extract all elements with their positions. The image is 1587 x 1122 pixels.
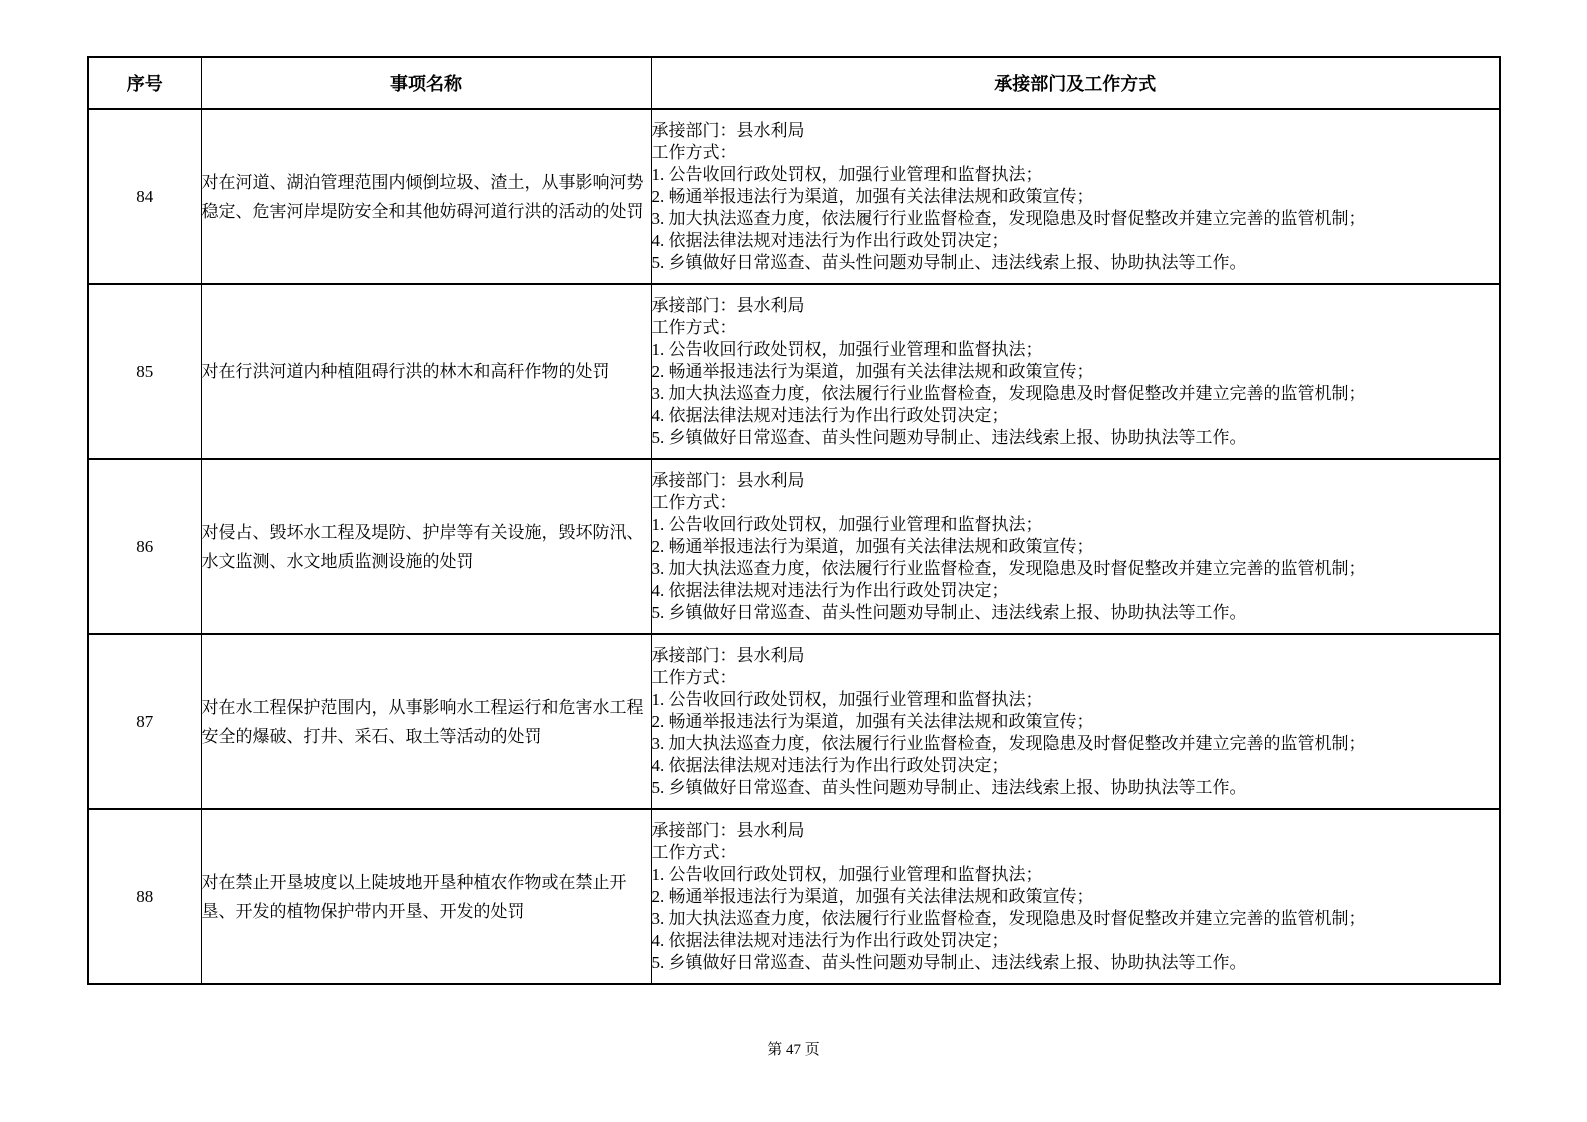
work-method-line: 1. 公告收回行政处罚权，加强行业管理和监督执法；: [651, 514, 1043, 534]
department-line: [652, 295, 1500, 317]
row-seq-number: 87: [88, 634, 201, 809]
row-seq-number: 85: [88, 284, 201, 459]
row-department-method: [651, 284, 1500, 459]
department-label: 承接部门：: [651, 120, 737, 140]
table-row: [88, 109, 1500, 284]
row-department-method: [651, 809, 1500, 984]
department-value: 县水利局: [736, 120, 805, 140]
department-line: [652, 820, 1500, 842]
row-department-method: [651, 459, 1500, 634]
row-item-name: 对在行洪河道内种植阻碍行洪的林木和高秆作物的处罚: [201, 284, 651, 459]
row-item-name: 对侵占、毁坏水工程及堤防、护岸等有关设施，毁坏防汛、水文监测、水文地质监测设施的处罚: [201, 459, 651, 634]
work-method-line: 2. 畅通举报违法行为渠道，加强有关法律法规和政策宣传；: [651, 186, 1094, 206]
work-method-line: 3. 加大执法巡查力度，依法履行行业监督检查，发现隐患及时督促整改并建立完善的监管机制；: [651, 383, 1366, 403]
work-method-line: 5. 乡镇做好日常巡查、苗头性问题劝导制止、违法线索上报、协助执法等工作。: [651, 952, 1247, 972]
work-method-line: 3. 加大执法巡查力度，依法履行行业监督检查，发现隐患及时督促整改并建立完善的监管机制；: [651, 558, 1366, 578]
row-item-name: 对在禁止开垦坡度以上陡坡地开垦种植农作物或在禁止开垦、开发的植物保护带内开垦、开发的处罚: [201, 809, 651, 984]
header-department-method: 承接部门及工作方式: [651, 57, 1500, 109]
work-method-list: [652, 689, 1500, 799]
department-line: [652, 470, 1500, 492]
work-method-line: 1. 公告收回行政处罚权，加强行业管理和监督执法；: [651, 339, 1043, 359]
work-method-line: 2. 畅通举报违法行为渠道，加强有关法律法规和政策宣传；: [651, 361, 1094, 381]
header-seq: 序号: [88, 57, 201, 109]
work-method-line: 4. 依据法律法规对违法行为作出行政处罚决定；: [651, 930, 1009, 950]
department-value: 县水利局: [736, 470, 805, 490]
work-method-label: 工作方式：: [651, 842, 737, 862]
page-number: 第 47 页: [767, 1042, 820, 1058]
work-method-list: [652, 339, 1500, 449]
work-method-line: 2. 畅通举报违法行为渠道，加强有关法律法规和政策宣传；: [651, 536, 1094, 556]
table-row: [88, 809, 1500, 984]
table-row: [88, 459, 1500, 634]
work-method-line: 2. 畅通举报违法行为渠道，加强有关法律法规和政策宣传；: [651, 711, 1094, 731]
work-method-label: 工作方式：: [651, 317, 737, 337]
table-row: [88, 284, 1500, 459]
row-seq-number: 84: [88, 109, 201, 284]
work-method-label: 工作方式：: [651, 142, 737, 162]
work-method-line: 3. 加大执法巡查力度，依法履行行业监督检查，发现隐患及时督促整改并建立完善的监管机制；: [651, 908, 1366, 928]
department-value: 县水利局: [736, 645, 805, 665]
work-method-line: 5. 乡镇做好日常巡查、苗头性问题劝导制止、违法线索上报、协助执法等工作。: [651, 252, 1247, 272]
work-method-label: 工作方式：: [651, 492, 737, 512]
department-line: [652, 645, 1500, 667]
department-value: 县水利局: [736, 295, 805, 315]
table-row: [88, 634, 1500, 809]
work-method-list: [652, 514, 1500, 624]
work-method-line: 4. 依据法律法规对违法行为作出行政处罚决定；: [651, 580, 1009, 600]
table-body: [88, 109, 1500, 984]
work-method-line: 5. 乡镇做好日常巡查、苗头性问题劝导制止、违法线索上报、协助执法等工作。: [651, 427, 1247, 447]
work-method-line: 1. 公告收回行政处罚权，加强行业管理和监督执法；: [651, 164, 1043, 184]
work-method-line: 1. 公告收回行政处罚权，加强行业管理和监督执法；: [651, 689, 1043, 709]
department-label: 承接部门：: [651, 645, 737, 665]
department-label: 承接部门：: [651, 470, 737, 490]
header-item-name: 事项名称: [201, 57, 651, 109]
work-method-line: 4. 依据法律法规对违法行为作出行政处罚决定；: [651, 230, 1009, 250]
department-label: 承接部门：: [651, 295, 737, 315]
table-header: [88, 57, 1500, 109]
department-label: 承接部门：: [651, 820, 737, 840]
work-method-list: [652, 864, 1500, 974]
work-method-line: 5. 乡镇做好日常巡查、苗头性问题劝导制止、违法线索上报、协助执法等工作。: [651, 777, 1247, 797]
work-method-line: 1. 公告收回行政处罚权，加强行业管理和监督执法；: [651, 864, 1043, 884]
row-seq-number: 88: [88, 809, 201, 984]
work-method-label: 工作方式：: [651, 667, 737, 687]
work-method-line: 5. 乡镇做好日常巡查、苗头性问题劝导制止、违法线索上报、协助执法等工作。: [651, 602, 1247, 622]
work-method-list: [652, 164, 1500, 274]
department-line: [652, 120, 1500, 142]
row-seq-number: 86: [88, 459, 201, 634]
row-department-method: [651, 109, 1500, 284]
table-header-row: [88, 57, 1500, 109]
work-method-line: 2. 畅通举报违法行为渠道，加强有关法律法规和政策宣传；: [651, 886, 1094, 906]
work-method-line: 4. 依据法律法规对违法行为作出行政处罚决定；: [651, 755, 1009, 775]
row-item-name: 对在水工程保护范围内，从事影响水工程运行和危害水工程安全的爆破、打井、采石、取土等活动的处罚: [201, 634, 651, 809]
row-item-name: 对在河道、湖泊管理范围内倾倒垃圾、渣土，从事影响河势稳定、危害河岸堤防安全和其他妨碍河道行洪的活动的处罚: [201, 109, 651, 284]
work-method-line: 3. 加大执法巡查力度，依法履行行业监督检查，发现隐患及时督促整改并建立完善的监管机制；: [651, 208, 1366, 228]
department-value: 县水利局: [736, 820, 805, 840]
row-department-method: [651, 634, 1500, 809]
work-method-line: 3. 加大执法巡查力度，依法履行行业监督检查，发现隐患及时督促整改并建立完善的监管机制；: [651, 733, 1366, 753]
items-table: [87, 56, 1501, 985]
work-method-line: 4. 依据法律法规对违法行为作出行政处罚决定；: [651, 405, 1009, 425]
